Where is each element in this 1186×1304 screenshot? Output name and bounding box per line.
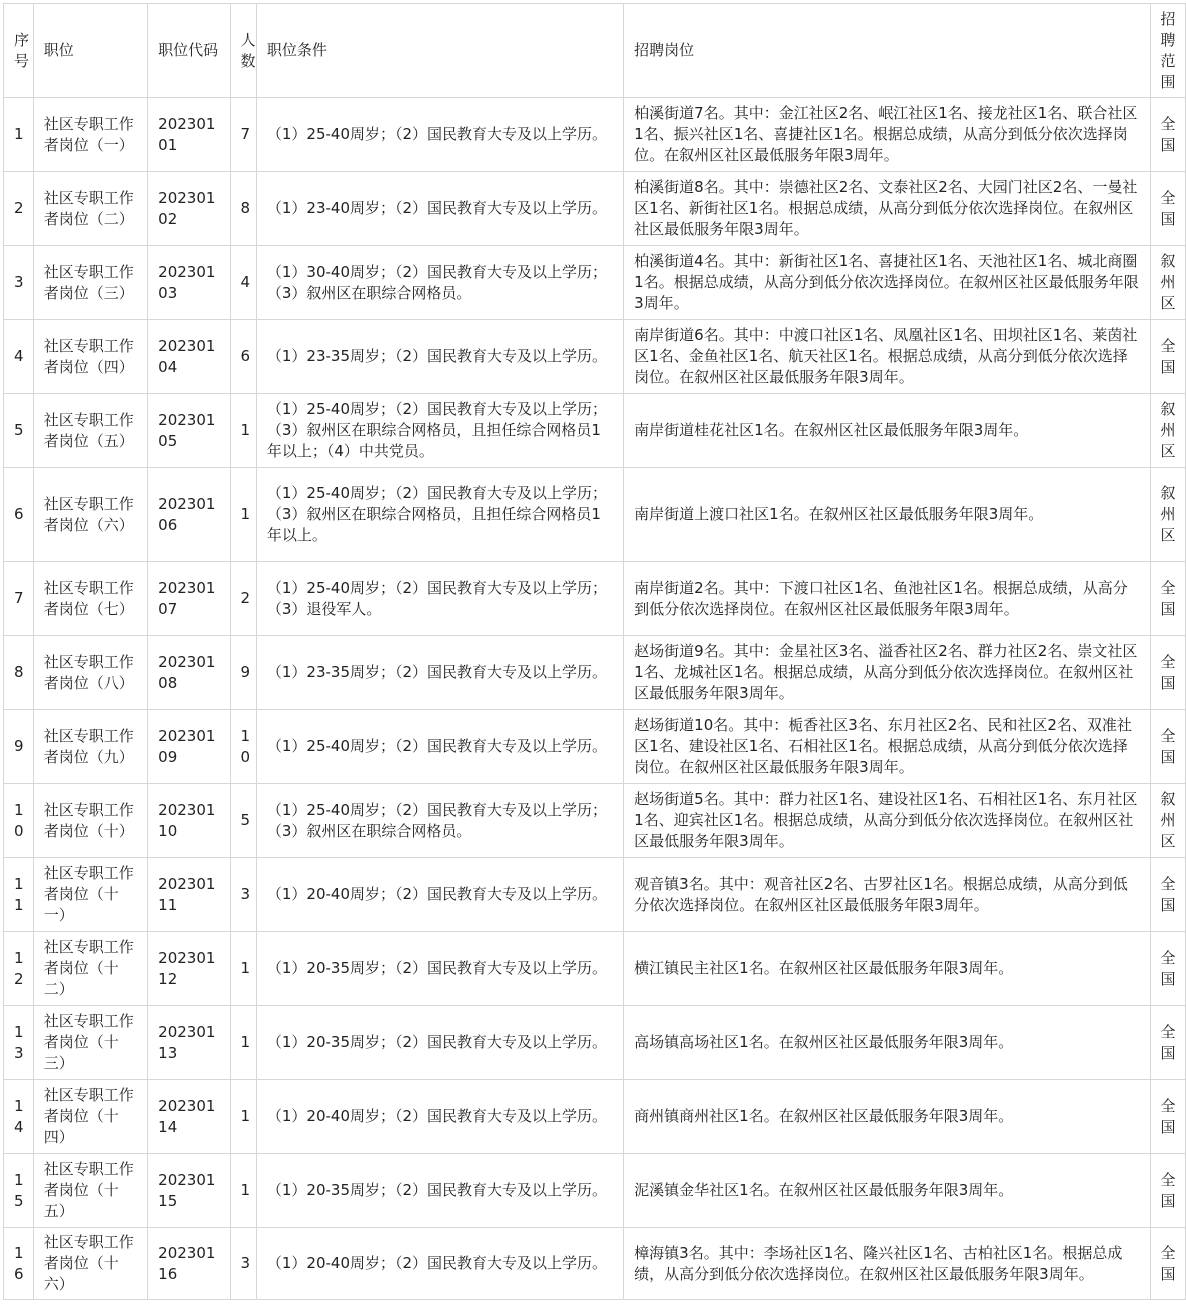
recruitment-table [3,3,1186,1300]
cell-conditions: （1）23-35周岁；（2）国民教育大专及以上学历。 [256,636,623,710]
cell-seq: 10 [4,784,34,858]
cell-scope: 全国 [1150,1154,1186,1228]
table-body [4,98,1186,1300]
cell-scope: 叙州区 [1150,468,1186,562]
table-row [4,636,1186,710]
table-row [4,172,1186,246]
cell-seq: 8 [4,636,34,710]
table-row [4,320,1186,394]
cell-seq: 7 [4,562,34,636]
cell-scope: 全国 [1150,710,1186,784]
cell-scope: 全国 [1150,932,1186,1006]
cell-seq: 16 [4,1228,34,1300]
cell-count: 2 [230,562,256,636]
header-scope: 招聘范围 [1150,4,1186,98]
cell-code: 20230101 [148,98,230,172]
header-seq: 序号 [4,4,34,98]
cell-posts: 樟海镇3名。其中：李场社区1名、隆兴社区1名、古柏社区1名。根据总成绩，从高分到低分依次选择岗位。在叙州区社区最低服务年限3周年。 [624,1228,1150,1300]
cell-count: 1 [230,394,256,468]
table-row [4,1006,1186,1080]
cell-seq: 6 [4,468,34,562]
cell-conditions: （1）25-40周岁；（2）国民教育大专及以上学历；（3）退役军人。 [256,562,623,636]
cell-conditions: （1）25-40周岁；（2）国民教育大专及以上学历。 [256,710,623,784]
cell-position: 社区专职工作者岗位（十） [33,784,147,858]
cell-scope: 全国 [1150,636,1186,710]
cell-position: 社区专职工作者岗位（三） [33,246,147,320]
cell-scope: 叙州区 [1150,784,1186,858]
cell-count: 7 [230,98,256,172]
cell-conditions: （1）25-40周岁；（2）国民教育大专及以上学历。 [256,98,623,172]
cell-scope: 叙州区 [1150,394,1186,468]
cell-count: 4 [230,246,256,320]
cell-count: 1 [230,1154,256,1228]
cell-position: 社区专职工作者岗位（八） [33,636,147,710]
cell-count: 9 [230,636,256,710]
cell-posts: 观音镇3名。其中：观音社区2名、古罗社区1名。根据总成绩，从高分到低分依次选择岗位。在叙州区社区最低服务年限3周年。 [624,858,1150,932]
cell-posts: 柏溪街道8名。其中：崇德社区2名、文泰社区2名、大园门社区2名、一曼社区1名、新街社区1名。根据总成绩，从高分到低分依次选择岗位。在叙州区社区最低服务年限3周年。 [624,172,1150,246]
header-code: 职位代码 [148,4,230,98]
cell-conditions: （1）25-40周岁；（2）国民教育大专及以上学历；（3）叙州区在职综合网格员。 [256,784,623,858]
cell-position: 社区专职工作者岗位（四） [33,320,147,394]
cell-seq: 13 [4,1006,34,1080]
cell-conditions: （1）20-40周岁；（2）国民教育大专及以上学历。 [256,858,623,932]
cell-scope: 全国 [1150,1006,1186,1080]
cell-position: 社区专职工作者岗位（十五） [33,1154,147,1228]
cell-code: 20230110 [148,784,230,858]
cell-position: 社区专职工作者岗位（七） [33,562,147,636]
cell-conditions: （1）23-35周岁；（2）国民教育大专及以上学历。 [256,320,623,394]
cell-code: 20230107 [148,562,230,636]
cell-position: 社区专职工作者岗位（十一） [33,858,147,932]
cell-seq: 15 [4,1154,34,1228]
cell-posts: 柏溪街道7名。其中：金江社区2名、岷江社区1名、接龙社区1名、联合社区1名、振兴社区1名、喜捷社区1名。根据总成绩，从高分到低分依次选择岗位。在叙州区社区最低服务年限3周年。 [624,98,1150,172]
header-position: 职位 [33,4,147,98]
cell-count: 3 [230,1228,256,1300]
table-header-row [4,4,1186,98]
cell-scope: 叙州区 [1150,246,1186,320]
cell-count: 6 [230,320,256,394]
cell-seq: 5 [4,394,34,468]
cell-seq: 2 [4,172,34,246]
cell-code: 20230115 [148,1154,230,1228]
table-row [4,1228,1186,1300]
cell-conditions: （1）30-40周岁；（2）国民教育大专及以上学历；（3）叙州区在职综合网格员。 [256,246,623,320]
cell-posts: 南岸街道2名。其中：下渡口社区1名、鱼池社区1名。根据总成绩，从高分到低分依次选择岗位。在叙州区社区最低服务年限3周年。 [624,562,1150,636]
cell-scope: 全国 [1150,1228,1186,1300]
cell-count: 3 [230,858,256,932]
cell-position: 社区专职工作者岗位（二） [33,172,147,246]
cell-position: 社区专职工作者岗位（十六） [33,1228,147,1300]
cell-scope: 全国 [1150,98,1186,172]
cell-posts: 泥溪镇金华社区1名。在叙州区社区最低服务年限3周年。 [624,1154,1150,1228]
table-row [4,1080,1186,1154]
cell-scope: 全国 [1150,320,1186,394]
cell-conditions: （1）20-35周岁；（2）国民教育大专及以上学历。 [256,1006,623,1080]
table-row [4,246,1186,320]
cell-scope: 全国 [1150,1080,1186,1154]
cell-position: 社区专职工作者岗位（十二） [33,932,147,1006]
cell-scope: 全国 [1150,858,1186,932]
cell-seq: 9 [4,710,34,784]
cell-code: 20230111 [148,858,230,932]
cell-count: 1 [230,1006,256,1080]
cell-code: 20230116 [148,1228,230,1300]
cell-conditions: （1）20-35周岁；（2）国民教育大专及以上学历。 [256,1154,623,1228]
cell-position: 社区专职工作者岗位（六） [33,468,147,562]
cell-code: 20230105 [148,394,230,468]
cell-position: 社区专职工作者岗位（一） [33,98,147,172]
cell-posts: 高场镇高场社区1名。在叙州区社区最低服务年限3周年。 [624,1006,1150,1080]
cell-posts: 南岸街道桂花社区1名。在叙州区社区最低服务年限3周年。 [624,394,1150,468]
cell-seq: 11 [4,858,34,932]
cell-posts: 柏溪街道4名。其中：新街社区1名、喜捷社区1名、天池社区1名、城北商圈1名。根据总成绩，从高分到低分依次选择岗位。在叙州区社区最低服务年限3周年。 [624,246,1150,320]
cell-code: 20230106 [148,468,230,562]
table-row [4,98,1186,172]
cell-count: 5 [230,784,256,858]
cell-conditions: （1）25-40周岁；（2）国民教育大专及以上学历；（3）叙州区在职综合网格员，且担任综合网格员1年以上。 [256,468,623,562]
cell-code: 20230109 [148,710,230,784]
cell-code: 20230112 [148,932,230,1006]
cell-conditions: （1）25-40周岁；（2）国民教育大专及以上学历；（3）叙州区在职综合网格员，且担任综合网格员1年以上；（4）中共党员。 [256,394,623,468]
cell-count: 8 [230,172,256,246]
table-row [4,784,1186,858]
cell-posts: 南岸街道上渡口社区1名。在叙州区社区最低服务年限3周年。 [624,468,1150,562]
cell-conditions: （1）20-40周岁；（2）国民教育大专及以上学历。 [256,1080,623,1154]
cell-seq: 12 [4,932,34,1006]
table-row [4,562,1186,636]
cell-count: 1 [230,932,256,1006]
header-count: 人数 [230,4,256,98]
cell-scope: 全国 [1150,172,1186,246]
cell-scope: 全国 [1150,562,1186,636]
cell-conditions: （1）23-40周岁；（2）国民教育大专及以上学历。 [256,172,623,246]
table-row [4,468,1186,562]
cell-count: 1 [230,468,256,562]
cell-seq: 3 [4,246,34,320]
table-row [4,710,1186,784]
table-row [4,858,1186,932]
cell-posts: 赵场街道10名。其中：栀香社区3名、东月社区2名、民和社区2名、双准社区1名、建设社区1名、石相社区1名。根据总成绩，从高分到低分依次选择岗位。在叙州区社区最低服务年限3周年。 [624,710,1150,784]
table-row [4,1154,1186,1228]
cell-code: 20230104 [148,320,230,394]
cell-posts: 横江镇民主社区1名。在叙州区社区最低服务年限3周年。 [624,932,1150,1006]
cell-seq: 4 [4,320,34,394]
cell-code: 20230108 [148,636,230,710]
table-row [4,394,1186,468]
cell-code: 20230114 [148,1080,230,1154]
cell-count: 1 [230,1080,256,1154]
cell-posts: 赵场街道9名。其中：金星社区3名、溢香社区2名、群力社区2名、崇文社区1名、龙城社区1名。根据总成绩，从高分到低分依次选择岗位。在叙州区社区最低服务年限3周年。 [624,636,1150,710]
cell-code: 20230113 [148,1006,230,1080]
header-posts: 招聘岗位 [624,4,1150,98]
cell-position: 社区专职工作者岗位（十三） [33,1006,147,1080]
cell-conditions: （1）20-40周岁；（2）国民教育大专及以上学历。 [256,1228,623,1300]
cell-position: 社区专职工作者岗位（十四） [33,1080,147,1154]
cell-posts: 商州镇商州社区1名。在叙州区社区最低服务年限3周年。 [624,1080,1150,1154]
cell-code: 20230102 [148,172,230,246]
cell-posts: 赵场街道5名。其中：群力社区1名、建设社区1名、石相社区1名、东月社区1名、迎宾社区1名。根据总成绩，从高分到低分依次选择岗位。在叙州区社区最低服务年限3周年。 [624,784,1150,858]
table-row [4,932,1186,1006]
cell-code: 20230103 [148,246,230,320]
cell-conditions: （1）20-35周岁；（2）国民教育大专及以上学历。 [256,932,623,1006]
cell-position: 社区专职工作者岗位（五） [33,394,147,468]
header-conditions: 职位条件 [256,4,623,98]
cell-posts: 南岸街道6名。其中：中渡口社区1名、凤凰社区1名、田坝社区1名、莱茵社区1名、金鱼社区1名、航天社区1名。根据总成绩，从高分到低分依次选择岗位。在叙州区社区最低服务年限3周年。 [624,320,1150,394]
cell-count: 10 [230,710,256,784]
cell-seq: 1 [4,98,34,172]
cell-position: 社区专职工作者岗位（九） [33,710,147,784]
cell-seq: 14 [4,1080,34,1154]
